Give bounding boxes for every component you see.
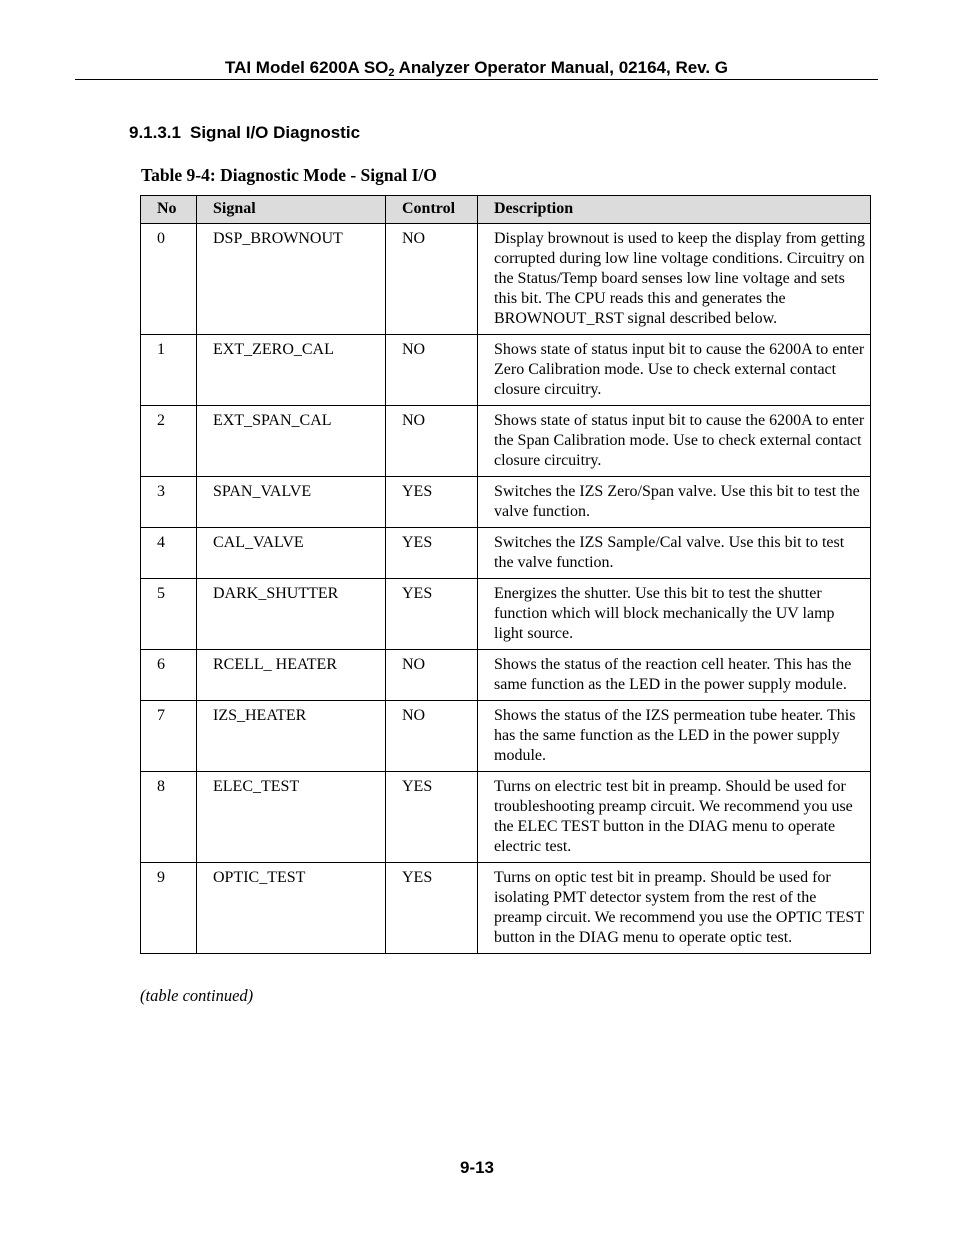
cell-no: 4: [141, 528, 197, 579]
header-title-subscript: 2: [388, 67, 395, 79]
table-row: [141, 579, 871, 650]
cell-description: Shows state of status input bit to cause the 6200A to enter Zero Calibration mode. Use to check external contact closure circuitry.: [478, 335, 871, 406]
cell-control: YES: [386, 863, 478, 954]
cell-description: Display brownout is used to keep the display from getting corrupted during low line voltage conditions. Circuitry on the Status/Temp board senses low line voltage and sets this bit. The CPU reads this and generates the BROWNOUT_RST signal described below.: [478, 224, 871, 335]
cell-signal: CAL_VALVE: [197, 528, 386, 579]
cell-description: Turns on optic test bit in preamp. Should be used for isolating PMT detector system from the rest of the preamp circuit. We recommend you use the OPTIC TEST button in the DIAG menu to operate optic test.: [478, 863, 871, 954]
cell-signal: DARK_SHUTTER: [197, 579, 386, 650]
cell-signal: EXT_ZERO_CAL: [197, 335, 386, 406]
cell-control: NO: [386, 224, 478, 335]
cell-no: 0: [141, 224, 197, 335]
cell-no: 9: [141, 863, 197, 954]
running-header: [75, 56, 878, 80]
table-header-row: [141, 196, 871, 224]
cell-signal: SPAN_VALVE: [197, 477, 386, 528]
cell-description: Switches the IZS Zero/Span valve. Use this bit to test the valve function.: [478, 477, 871, 528]
cell-control: YES: [386, 477, 478, 528]
column-header-description: Description: [478, 196, 871, 224]
section-number: 9.1.3.1: [129, 123, 181, 142]
cell-signal: ELEC_TEST: [197, 772, 386, 863]
table-row: [141, 406, 871, 477]
cell-no: 1: [141, 335, 197, 406]
cell-control: NO: [386, 650, 478, 701]
cell-no: 5: [141, 579, 197, 650]
cell-control: NO: [386, 406, 478, 477]
table-caption: Table 9-4: Diagnostic Mode - Signal I/O: [141, 165, 437, 185]
cell-no: 8: [141, 772, 197, 863]
table-row: [141, 863, 871, 954]
cell-control: YES: [386, 772, 478, 863]
cell-description: Turns on electric test bit in preamp. Should be used for troubleshooting preamp circuit. We recommend you use the ELEC TEST button in the DIAG menu to operate electric test.: [478, 772, 871, 863]
cell-control: NO: [386, 701, 478, 772]
column-header-control: Control: [386, 196, 478, 224]
table-row: [141, 477, 871, 528]
page-number: 9-13: [459, 1158, 495, 1177]
table-row: [141, 335, 871, 406]
cell-signal: EXT_SPAN_CAL: [197, 406, 386, 477]
cell-control: YES: [386, 579, 478, 650]
column-header-no: No: [141, 196, 197, 224]
cell-no: 7: [141, 701, 197, 772]
table-row: [141, 528, 871, 579]
cell-control: NO: [386, 335, 478, 406]
cell-description: Switches the IZS Sample/Cal valve. Use this bit to test the valve function.: [478, 528, 871, 579]
cell-description: Energizes the shutter. Use this bit to test the shutter function which will block mechanically the UV lamp light source.: [478, 579, 871, 650]
cell-description: Shows the status of the IZS permeation tube heater. This has the same function as the LED in the power supply module.: [478, 701, 871, 772]
section-title: Signal I/O Diagnostic: [190, 123, 361, 142]
signal-io-table: [140, 195, 871, 954]
cell-description: Shows the status of the reaction cell heater. This has the same function as the LED in the power supply module.: [478, 650, 871, 701]
cell-signal: DSP_BROWNOUT: [197, 224, 386, 335]
cell-no: 2: [141, 406, 197, 477]
cell-signal: RCELL_ HEATER: [197, 650, 386, 701]
cell-no: 3: [141, 477, 197, 528]
cell-description: Shows state of status input bit to cause the 6200A to enter the Span Calibration mode. Use to check external contact closure circuitry.: [478, 406, 871, 477]
cell-signal: IZS_HEATER: [197, 701, 386, 772]
cell-control: YES: [386, 528, 478, 579]
table-row: [141, 224, 871, 335]
cell-signal: OPTIC_TEST: [197, 863, 386, 954]
cell-no: 6: [141, 650, 197, 701]
header-title-rest: Analyzer Operator Manual, 02164, Rev. G: [394, 58, 729, 77]
table-row: [141, 772, 871, 863]
section-heading: [129, 122, 360, 144]
header-title-main: TAI Model 6200A SO: [224, 58, 389, 77]
column-header-signal: Signal: [197, 196, 386, 224]
table-row: [141, 701, 871, 772]
table-row: [141, 650, 871, 701]
table-continued-note: (table continued): [140, 986, 254, 1005]
table-body: [141, 224, 871, 954]
header-rule: [75, 79, 878, 80]
